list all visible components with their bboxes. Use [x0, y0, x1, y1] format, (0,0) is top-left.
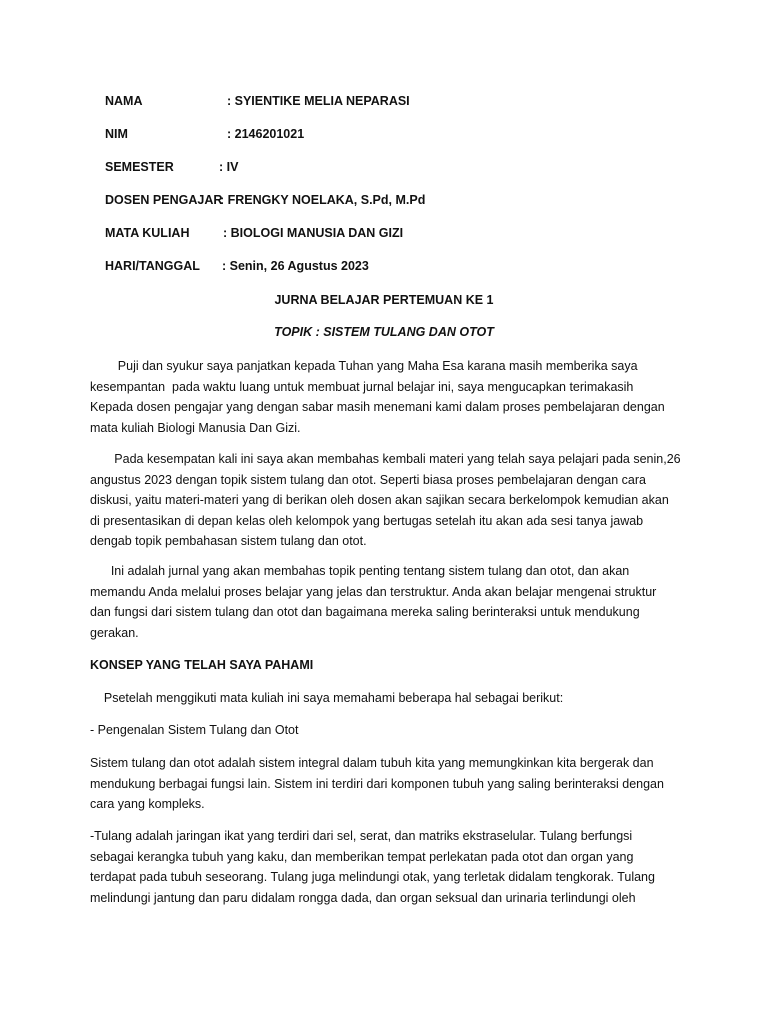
text-line: angustus 2023 dengan topik sistem tulang dan otot. Seperti biasa proses pembelajaran dengan cara — [90, 472, 646, 487]
text-line: diskusi, yaitu materi-materi yang di berikan oleh dosen akan sajikan secara berkelompok kemudian akan — [90, 493, 669, 507]
text-line: melindungi jantung dan paru didalam rongga dada, dan organ seksual dan urinaria terlindungi oleh — [90, 890, 636, 905]
text-line: Sistem tulang dan otot adalah sistem integral dalam tubuh kita yang memungkinkan kita bergerak dan — [90, 756, 654, 770]
info-label: DOSEN PENGAJAR — [105, 193, 223, 207]
text-line: cara yang kompleks. — [90, 797, 205, 811]
info-value: : Senin, 26 Agustus 2023 — [222, 259, 369, 273]
section-heading: KONSEP YANG TELAH SAYA PAHAMI — [90, 658, 314, 672]
text-line: kesempantan pada waktu luang untuk membuat jurnal belajar ini, saya mengucapkan terimakasih — [90, 379, 634, 394]
info-label: SEMESTER — [105, 160, 174, 174]
text-line: mata kuliah Biologi Manusia Dan Gizi. — [90, 420, 301, 435]
info-value: : SYIENTIKE MELIA NEPARASI — [227, 94, 410, 108]
text-line: memandu Anda melalui proses belajar yang jelas dan terstruktur. Anda akan belajar mengenai struktur — [90, 584, 657, 599]
topic-title: TOPIK : SISTEM TULANG DAN OTOT — [274, 325, 494, 339]
text-line: sebagai kerangka tubuh yang kaku, dan memberikan tempat perlekatan pada otot dan organ yang — [90, 849, 634, 864]
info-label: NAMA — [105, 94, 143, 108]
paragraph-purpose — [90, 561, 690, 643]
paragraph-intro — [90, 356, 690, 438]
text-line: Ini adalah jurnal yang akan membahas topik penting tentang sistem tulang dan otot, dan akan — [90, 564, 630, 578]
text-line: mendukung berbagai fungsi lain. Sistem ini terdiri dari komponen tubuh yang saling berinteraksi dengan — [90, 776, 664, 791]
info-value: : FRENGKY NOELAKA, S.Pd, M.Pd — [220, 193, 426, 207]
list-item-intro: - Pengenalan Sistem Tulang dan Otot — [90, 723, 299, 737]
info-value: : BIOLOGI MANUSIA DAN GIZI — [223, 226, 404, 240]
text-line: Pada kesempatan kali ini saya akan membahas kembali materi yang telah saya pelajari pada senin,26 — [90, 452, 681, 466]
text-line: Puji dan syukur saya panjatkan kepada Tuhan yang Maha Esa karana masih memberika saya — [90, 359, 638, 373]
info-label: HARI/TANGGAL — [105, 259, 200, 273]
text-line: di presentasikan di depan kelas oleh kelompok yang bertugas setelah itu akan ada sesi tanya jawab — [90, 513, 644, 528]
text-line: gerakan. — [90, 625, 139, 640]
text-line: dengab topik pembahasan sistem tulang dan otot. — [90, 534, 367, 548]
paragraph-bone — [90, 826, 690, 908]
paragraph-understanding: Psetelah menggikuti mata kuliah ini saya memahami beberapa hal sebagai berikut: — [90, 691, 564, 705]
info-value: : 2146201021 — [227, 127, 305, 141]
text-line: terdapat pada tubuh seseorang. Tulang juga melindungi otak, yang terletak didalam tengkorak. Tulang — [90, 870, 655, 884]
info-label: MATA KULIAH — [105, 226, 190, 240]
info-label: NIM — [105, 127, 128, 141]
paragraph-session — [90, 449, 690, 552]
text-line: -Tulang adalah jaringan ikat yang terdiri dari sel, serat, dan matriks ekstraselular. Tulang berfungsi — [90, 829, 633, 843]
info-value: : IV — [219, 160, 239, 174]
journal-title: JURNA BELAJAR PERTEMUAN KE 1 — [274, 293, 494, 307]
text-line: dan fungsi dari sistem tulang dan otot dan bagaimana mereka saling berinteraksi untuk mendukung — [90, 605, 640, 619]
text-line: Kepada dosen pengajar yang dengan sabar masih menemani kami dalam proses pembelajaran dengan — [90, 400, 665, 414]
paragraph-system — [90, 753, 690, 815]
